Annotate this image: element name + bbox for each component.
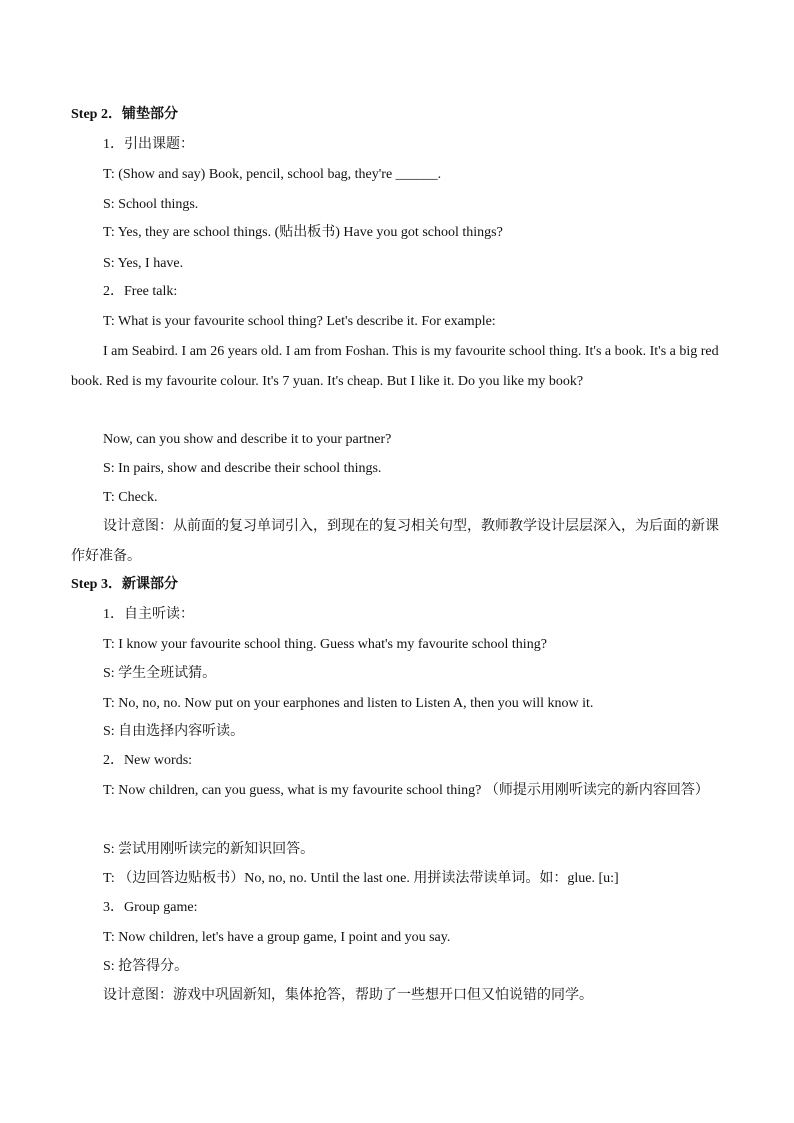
step3-line: S: 尝试用刚听读完的新知识回答。 bbox=[103, 842, 315, 857]
step2-line: T: Check. bbox=[103, 490, 158, 505]
step3-teacher-question: T: Now children, can you guess, what is my favourite school thing? （师提示用刚听读完的新内容回答） bbox=[103, 783, 709, 798]
step3-line: T: I know your favourite school thing. Guess what's my favourite school thing? bbox=[103, 637, 547, 652]
step2-line: T: (Show and say) Book, pencil, school bag, they're ______. bbox=[103, 167, 442, 182]
step2-line: T: What is your favourite school thing? Let's describe it. For example: bbox=[103, 314, 496, 329]
step3-line: S: 学生全班试猜。 bbox=[103, 666, 217, 681]
step2-item1-label: 1．引出课题： bbox=[103, 137, 194, 152]
step3-item3-label: 3．Group game: bbox=[103, 900, 198, 915]
step3-item1-label: 1．自主听读： bbox=[103, 607, 194, 622]
example-paragraph: I am Seabird. I am 26 years old. I am from Foshan. This is my favourite school thing. It's a book. It's a big red book. Red is my favourite colour. It's 7 yuan. It's cheap. But I like it. Do you like my book? bbox=[71, 344, 719, 389]
step3-line: S: 抢答得分。 bbox=[103, 959, 189, 974]
step2-line: S: Yes, I have. bbox=[103, 256, 184, 271]
step3-item2-label: 2．New words: bbox=[103, 753, 193, 768]
step2-line: Now, can you show and describe it to your partner? bbox=[103, 432, 392, 447]
step2-line: T: Yes, they are school things. (贴出板书) Have you got school things? bbox=[103, 225, 503, 240]
step2-item2-label: 2．Free talk: bbox=[103, 284, 178, 299]
step3-line: T: Now children, let's have a group game, I point and you say. bbox=[103, 930, 451, 945]
step3-line: S: 自由选择内容听读。 bbox=[103, 724, 245, 739]
step3-design-intent: 设计意图：游戏中巩固新知，集体抢答，帮助了一些想开口但又怕说错的同学。 bbox=[103, 988, 593, 1003]
step2-line: S: School things. bbox=[103, 197, 199, 212]
step3-heading: Step 3．新课部分 bbox=[71, 577, 178, 592]
step2-heading: Step 2．铺垫部分 bbox=[71, 107, 178, 122]
step2-design-intent: 设计意图：从前面的复习单词引入，到现在的复习相关句型，教师教学设计层层深入，为后面的新课作好准备。 bbox=[71, 519, 719, 564]
step3-line: T: （边回答边贴板书）No, no, no. Until the last one. 用拼读法带读单词。如：glue. [u:] bbox=[103, 871, 619, 886]
step2-line: S: In pairs, show and describe their school things. bbox=[103, 461, 382, 476]
step3-line: T: No, no, no. Now put on your earphones and listen to Listen A, then you will know it. bbox=[103, 696, 594, 711]
